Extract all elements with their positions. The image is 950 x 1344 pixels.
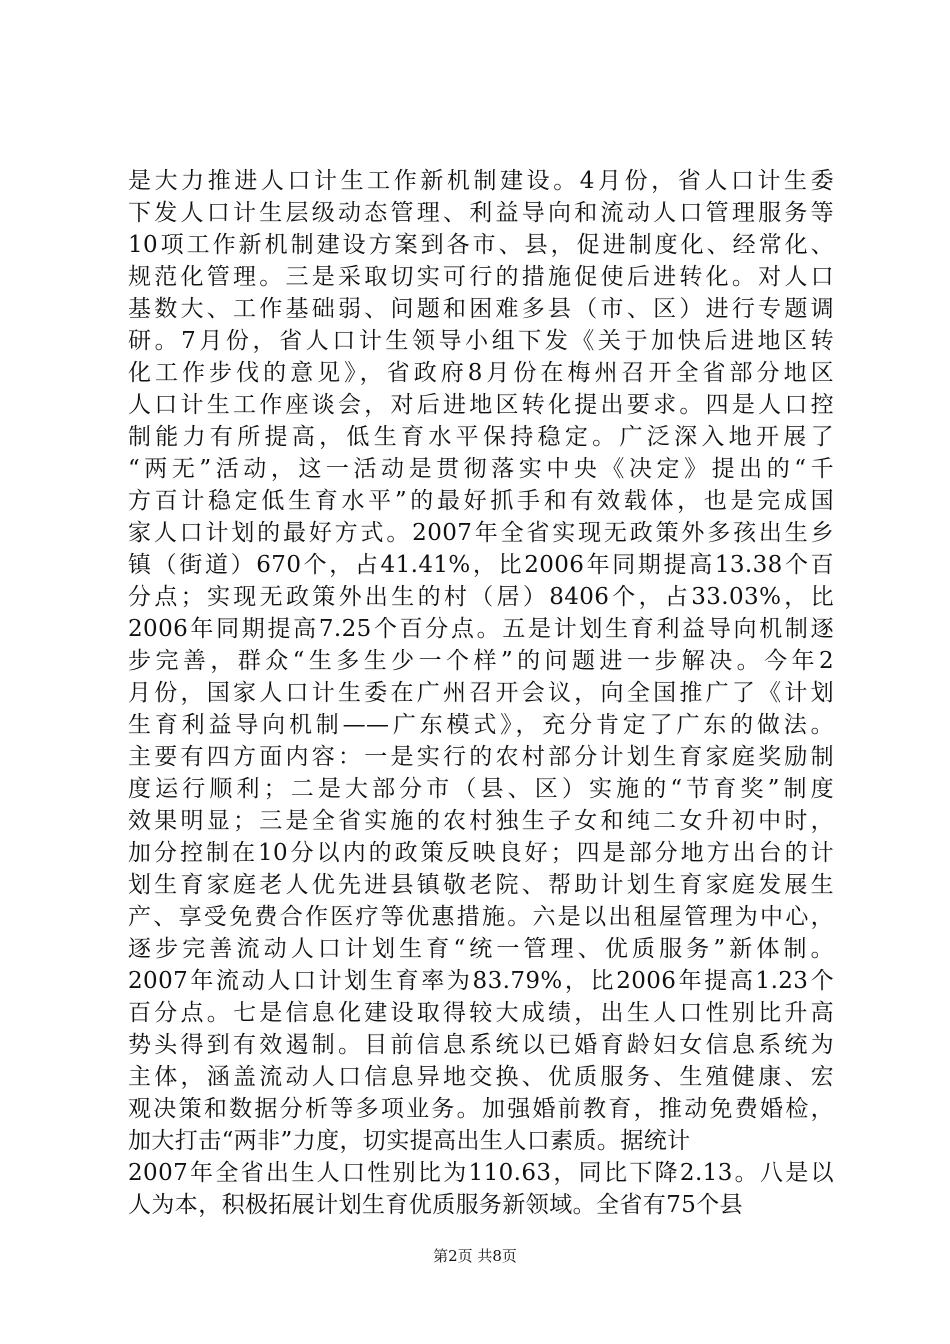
- text-line: 方百计稳定低生育水平”的最好抓手和有效载体，也是完成国: [128, 488, 834, 514]
- page-number-footer: 第2页 共8页: [433, 1247, 517, 1265]
- text-line: 效果明显；三是全省实施的农村独生子女和纯二女升初中时，: [128, 808, 834, 834]
- text-line: 人为本，积极拓展计划生育优质服务新领域。全省有75个县: [128, 1192, 744, 1218]
- text-line: 10项工作新机制建设方案到各市、县，促进制度化、经常化、: [128, 232, 834, 258]
- text-line: “两无”活动，这一活动是贯彻落实中央《决定》提出的“千: [128, 456, 834, 482]
- text-line: 度运行顺利；二是大部分市（县、区）实施的“节育奖”制度: [128, 776, 834, 802]
- text-line: 2006年同期提高7.25个百分点。五是计划生育利益导向机制逐: [128, 616, 834, 642]
- text-line: 人口计生工作座谈会，对后进地区转化提出要求。四是人口控: [128, 392, 834, 418]
- text-line: 研。7月份，省人口计生领导小组下发《关于加快后进地区转: [128, 328, 834, 354]
- text-line: 基数大、工作基础弱、问题和困难多县（市、区）进行专题调: [128, 296, 834, 322]
- text-line: 产、享受免费合作医疗等优惠措施。六是以出租屋管理为中心，: [128, 904, 834, 930]
- text-line: 加大打击“两非”力度，切实提高出生人口素质。据统计: [128, 1128, 691, 1154]
- text-line: 2007年全省出生人口性别比为110.63，同比下降2.13。八是以: [128, 1160, 834, 1186]
- text-line: 百分点。七是信息化建设取得较大成绩，出生人口性别比升高: [128, 1000, 834, 1026]
- text-line: 步完善，群众“生多生少一个样”的问题进一步解决。今年2: [128, 648, 834, 674]
- text-line: 主体，涵盖流动人口信息异地交换、优质服务、生殖健康、宏: [128, 1064, 834, 1090]
- text-line: 生育利益导向机制——广东模式》，充分肯定了广东的做法。: [128, 712, 834, 738]
- text-line: 制能力有所提高，低生育水平保持稳定。广泛深入地开展了: [128, 424, 834, 450]
- text-line: 规范化管理。三是采取切实可行的措施促使后进转化。对人口: [128, 264, 834, 290]
- text-line: 是大力推进人口计生工作新机制建设。4月份，省人口计生委: [128, 168, 834, 194]
- text-line: 划生育家庭老人优先进县镇敬老院、帮助计划生育家庭发展生: [128, 872, 834, 898]
- text-line: 主要有四方面内容：一是实行的农村部分计划生育家庭奖励制: [128, 744, 834, 770]
- text-line: 镇（街道）670个，占41.41%，比2006年同期提高13.38个百: [128, 552, 834, 578]
- text-line: 势头得到有效遏制。目前信息系统以已婚育龄妇女信息系统为: [128, 1032, 834, 1058]
- text-line: 下发人口计生层级动态管理、利益导向和流动人口管理服务等: [128, 200, 834, 226]
- text-line: 月份，国家人口计生委在广州召开会议，向全国推广了《计划: [128, 680, 834, 706]
- text-line: 加分控制在10分以内的政策反映良好；四是部分地方出台的计: [128, 840, 834, 866]
- text-line: 分点；实现无政策外出生的村（居）8406个，占33.03%，比: [128, 584, 834, 610]
- body-text: [128, 165, 834, 1221]
- text-line: 化工作步伐的意见》，省政府8月份在梅州召开全省部分地区: [128, 360, 834, 386]
- text-line: 2007年流动人口计划生育率为83.79%，比2006年提高1.23个: [128, 968, 834, 994]
- text-line: 逐步完善流动人口计划生育“统一管理、优质服务”新体制。: [128, 936, 834, 962]
- text-line: 家人口计划的最好方式。2007年全省实现无政策外多孩出生乡: [128, 520, 834, 546]
- text-line: 观决策和数据分析等多项业务。加强婚前教育，推动免费婚检，: [128, 1096, 834, 1122]
